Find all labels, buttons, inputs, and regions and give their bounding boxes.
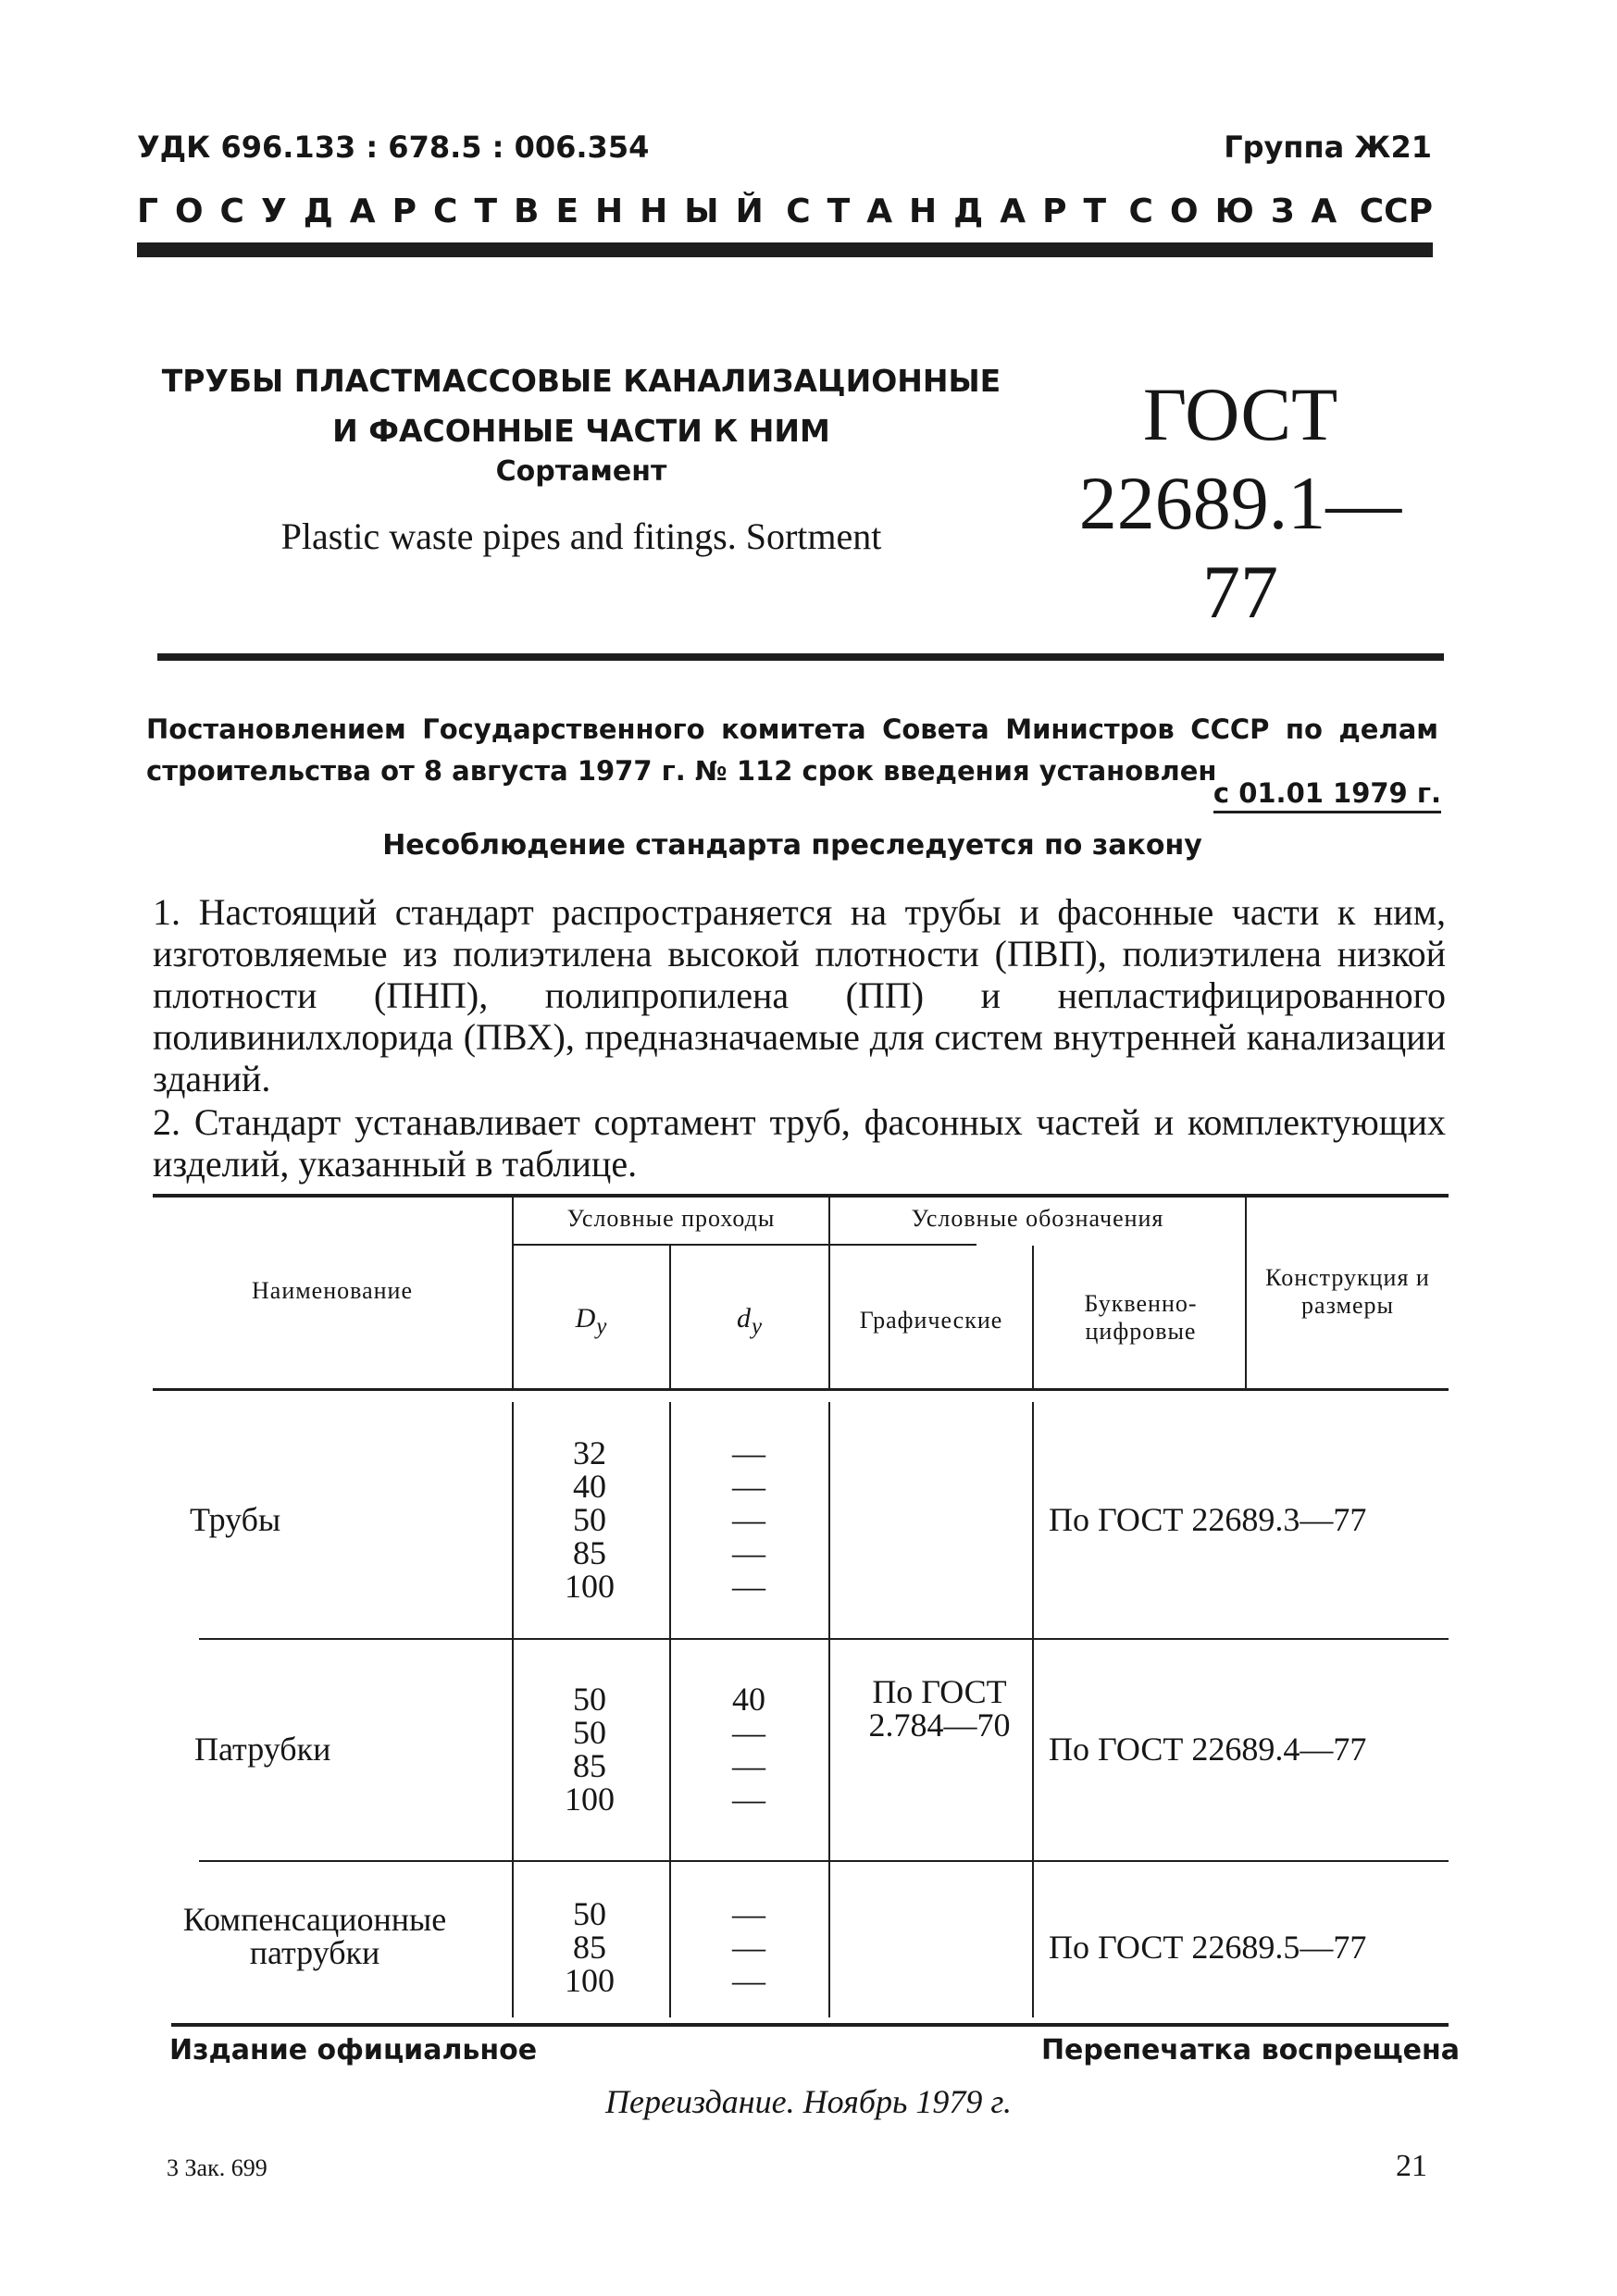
state-standard-heading: [137, 192, 1433, 230]
official-edition: Издание официальное: [169, 2034, 538, 2066]
gost-label: ГОСТ: [1142, 372, 1338, 456]
english-title: Plastic waste pipes and fitings. Sortment: [280, 515, 882, 557]
col-rule: [1032, 1402, 1034, 2017]
table-top-rule: [153, 1194, 1449, 1198]
col-rule: [828, 1402, 830, 2017]
law-notice: Несоблюдение стандарта преследуется по закону: [382, 829, 1202, 862]
row-Dy: 50 50 85 100: [565, 1681, 615, 1818]
table-bottom-rule: [171, 2023, 1449, 2027]
reissue-note: Переиздание. Ноябрь 1979 г.: [605, 2083, 1012, 2120]
row-design: По ГОСТ 22689.3—77: [1049, 1501, 1367, 1538]
header-passes: Условные проходы: [566, 1205, 776, 1232]
header-name: Наименование: [252, 1277, 413, 1304]
header-bottom-rule: [153, 1388, 1449, 1391]
heading-word: ССР: [1359, 192, 1433, 230]
udk-code: УДК 696.133 : 678.5 : 006.354: [137, 130, 650, 165]
page-number: 21: [1396, 2149, 1427, 2183]
row-rule: [199, 1638, 1449, 1640]
heading-word: ГОСУДАРСТВЕННЫЙ: [137, 192, 780, 230]
gost-designation: [1046, 370, 1435, 637]
row-dy: — — —: [732, 1895, 765, 1999]
graphic-designation: По ГОСТ 2.784—70: [868, 1673, 1011, 1744]
paragraph-1: 1. Настоящий стандарт распространяется на трубы и фасонные части к ним, изготовляемые из полиэтилена высокой плотности (ПВП), полиэтилена низкой плотности (ПНП), полипропилена (ПП) и непластифицированного поливинилхлорида (ПВХ), предназначаемые для систем внутренней канализации зданий.: [153, 891, 1446, 1099]
row-name: Патрубки: [194, 1731, 331, 1768]
row-name: Трубы: [190, 1501, 281, 1538]
group-code: Группа Ж21: [1224, 130, 1432, 165]
row-name: Компенсационные патрубки: [182, 1901, 447, 1971]
header-sub-rule: [514, 1244, 976, 1246]
heading-word: СТАНДАРТ: [786, 192, 1124, 230]
row-Dy: 50 85 100: [565, 1895, 615, 1999]
header-Dy: $D_у$: [575, 1303, 608, 1339]
title-line-1: ТРУБЫ ПЛАСТМАССОВЫЕ КАНАЛИЗАЦИОННЫЕ: [161, 363, 1001, 399]
row-design: По ГОСТ 22689.4—77: [1049, 1731, 1367, 1768]
heading-word: СОЮЗА: [1128, 192, 1354, 230]
effective-date: с 01.01 1979 г.: [1213, 777, 1441, 813]
row-dy: — — — — —: [732, 1434, 765, 1605]
sortment-table: [153, 1194, 1449, 2008]
title-line-2: И ФАСОННЫЕ ЧАСТИ К НИМ: [332, 413, 830, 449]
paragraph-2: 2. Стандарт устанавливает сортамент труб, фасонных частей и комплектующих изделий, указанный в таблице.: [153, 1101, 1446, 1185]
header-alnum: Буквенно-цифровые: [1084, 1290, 1198, 1345]
header-designations: Условные обозначения: [911, 1205, 1164, 1232]
header-dy: $d_у$: [736, 1303, 764, 1339]
top-rule: [137, 242, 1433, 257]
row-rule: [199, 1860, 1449, 1862]
section-rule: [157, 653, 1444, 661]
order-number: 3 Зак. 699: [167, 2154, 267, 2181]
row-Dy: 32 40 50 85 100: [565, 1434, 615, 1605]
document-title: [137, 356, 1026, 456]
reprint-forbidden: Перепечатка воспрещена: [1040, 2034, 1460, 2066]
col-rule: [512, 1402, 514, 2017]
header-graphic: Графические: [859, 1307, 1003, 1334]
header-design: Конструкция и размеры: [1265, 1264, 1430, 1319]
gost-number: 22689.1—77: [1078, 461, 1402, 634]
row-dy: 40 — — —: [732, 1681, 765, 1818]
col-rule: [669, 1402, 671, 2017]
row-design: По ГОСТ 22689.5—77: [1049, 1929, 1367, 1966]
document-subtitle: Сортамент: [495, 455, 667, 488]
decree-text: Постановлением Государственного комитета Совета Министров СССР по делам строительства от 8 августа 1977 г. № 112 срок введения установлен: [146, 714, 1438, 787]
col-rule: [1032, 1246, 1034, 1388]
